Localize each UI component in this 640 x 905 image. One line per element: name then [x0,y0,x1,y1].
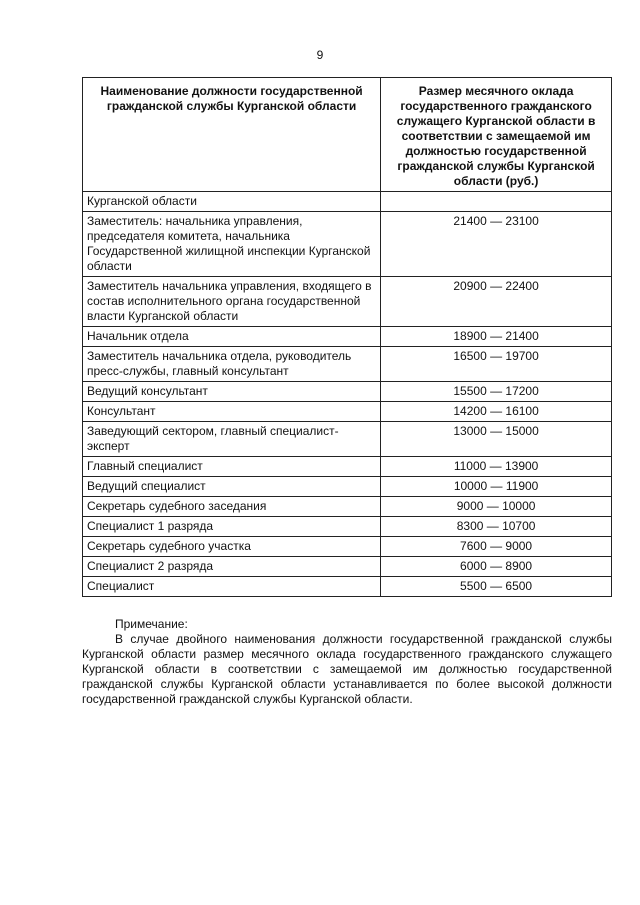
page-number: 9 [316,48,324,62]
cell-salary: 10000 — 11900 [381,477,612,497]
table-row [83,457,612,477]
cell-position: Начальник отдела [83,327,381,347]
cell-salary: 8300 — 10700 [381,517,612,537]
cell-position: Секретарь судебного участка [83,537,381,557]
cell-position: Ведущий консультант [83,382,381,402]
cell-salary: 21400 — 23100 [381,212,612,277]
cell-salary: 6000 — 8900 [381,557,612,577]
table-row [83,537,612,557]
salary-table [82,77,612,597]
table-row [83,212,612,277]
note-section [82,617,612,707]
cell-position: Специалист 2 разряда [83,557,381,577]
header-position: Наименование должности государственной гражданской службы Курганской области [83,78,381,192]
table-header-row [83,78,612,192]
cell-salary: 11000 — 13900 [381,457,612,477]
cell-position: Заведующий сектором, главный специалист-эксперт [83,422,381,457]
cell-position: Заместитель начальника отдела, руководитель пресс-службы, главный консультант [83,347,381,382]
table-row [83,577,612,597]
cell-salary: 7600 — 9000 [381,537,612,557]
cell-position: Консультант [83,402,381,422]
cell-salary: 15500 — 17200 [381,382,612,402]
cell-position: Специалист [83,577,381,597]
cell-salary: 5500 — 6500 [381,577,612,597]
cell-position: Секретарь судебного заседания [83,497,381,517]
table-row [83,327,612,347]
table-row [83,277,612,327]
table-row [83,497,612,517]
cell-salary: 18900 — 21400 [381,327,612,347]
table-row [83,402,612,422]
cell-position: Заместитель начальника управления, входящего в состав исполнительного органа государственной власти Курганской области [83,277,381,327]
cell-salary: 9000 — 10000 [381,497,612,517]
cell-position: Главный специалист [83,457,381,477]
header-salary: Размер месячного оклада государственного гражданского служащего Курганской области в соответствии с замещаемой им должностью государственной гражданской службы Курганской области (руб.) [381,78,612,192]
table-row [83,382,612,402]
cell-position: Специалист 1 разряда [83,517,381,537]
cell-position: Заместитель: начальника управления, председателя комитета, начальника Государственной жилищной инспекции Курганской области [83,212,381,277]
table-row [83,517,612,537]
note-text: В случае двойного наименования должности государственной гражданской службы Курганской области размер месячного оклада государственного гражданского служащего Курганской области в соответствии с замещаемой им должностью государственной гражданской службы Курганской области устанавливается по более высокой должности государственной гражданской службы Курганской области. [82,632,612,706]
note-title: Примечание: [115,617,188,631]
cell-salary: 13000 — 15000 [381,422,612,457]
table-row [83,557,612,577]
table-row [83,477,612,497]
cell-salary: 16500 — 19700 [381,347,612,382]
cell-position: Курганской области [83,192,381,212]
cell-position: Ведущий специалист [83,477,381,497]
table-row [83,347,612,382]
table-row [83,192,612,212]
cell-salary [381,192,612,212]
table-row [83,422,612,457]
cell-salary: 20900 — 22400 [381,277,612,327]
cell-salary: 14200 — 16100 [381,402,612,422]
